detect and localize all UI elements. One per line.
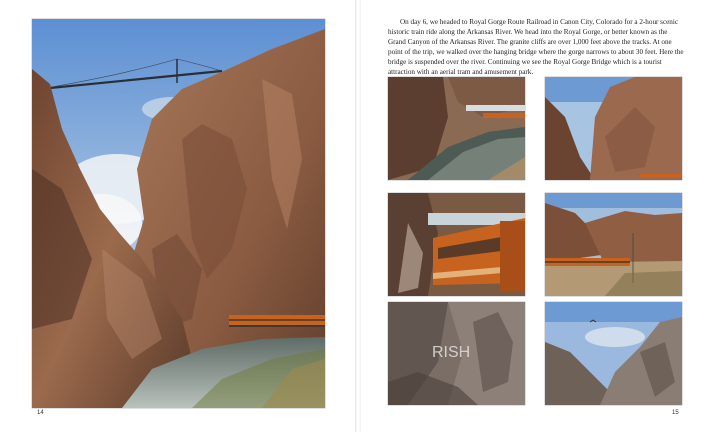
river-train-photo [388,77,525,180]
book-spine [355,0,361,432]
royal-gorge-main-photo [32,19,325,408]
cliffs-bird-photo [545,302,682,405]
canyon-walls-photo [545,77,682,180]
train-valley-photo [545,193,682,296]
rock-graffiti-photo [388,302,525,405]
graffiti-text: RISH [432,344,471,361]
story-paragraph: On day 6, we headed to Royal Gorge Route Railroad in Canon City, Colorado for a 2-hour scenic historic train ride along the Arkansas River. We head into the Royal Gorge, or better known as the Grand Canyon of the Arkansas River. The granite cliffs are over 1,000 feet above the tracks. At one point of the trip, we walked over the hanging bridge where the gorge narrows to about 30 feet. Here the bridge is suspended over the river. Continuing we see the Royal Gorge Bridge which is a tourist attraction with an aerial tram and amusement park. [388,18,684,77]
page-number-left: 14 [37,410,44,416]
page-number-right: 15 [672,410,679,416]
train-cars-photo [388,193,525,296]
